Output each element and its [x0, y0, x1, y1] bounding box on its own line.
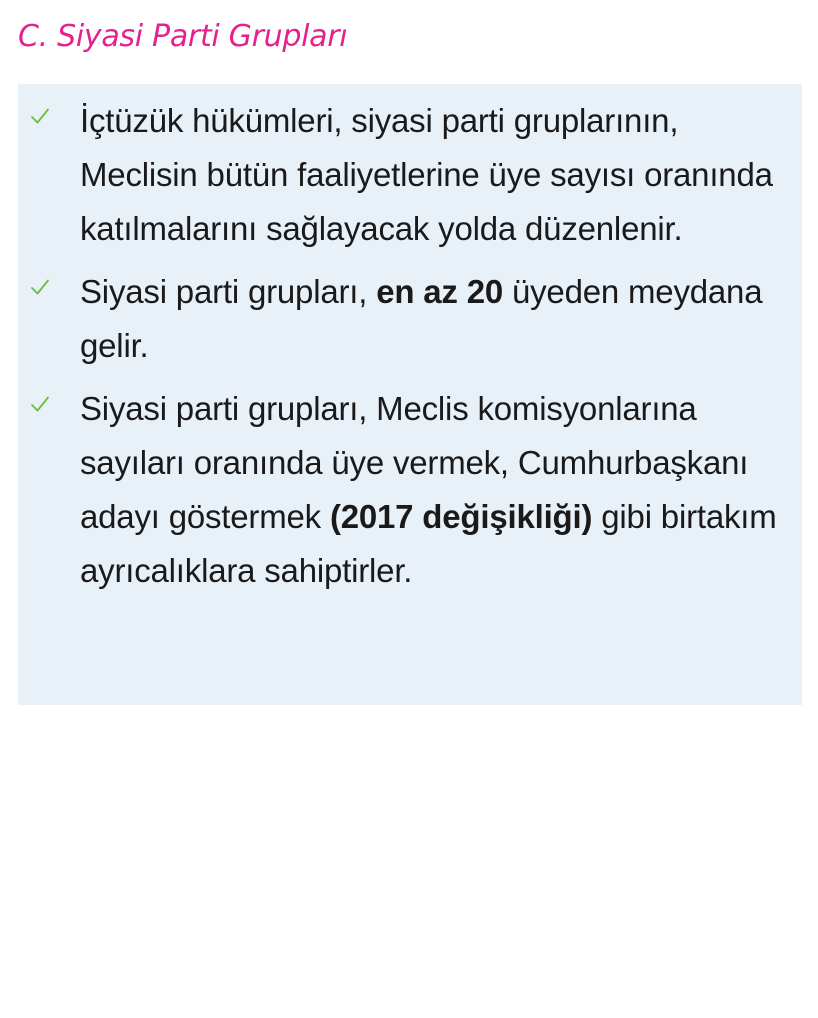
item-text: İçtüzük hükümleri, siyasi parti gruplarının, Meclisin bütün faaliyetlerine üye sayısı oranında katılmalarını sağlayacak yolda düzenlenir.	[80, 102, 773, 247]
emphasis-text: (2017 değişikliği)	[329, 498, 593, 535]
item-text: üyeden meydana gelir.	[80, 273, 763, 364]
list-item-text	[80, 265, 796, 373]
item-text: gibi birtakım ayrıcalıklara sahiptirler.	[80, 498, 777, 589]
item-text: Siyasi parti grupları, Meclis komisyonlarına sayıları oranında üye vermek, Cumhurbaşkanı adayı göstermek	[80, 390, 749, 535]
list-item	[18, 94, 802, 256]
check-icon	[30, 106, 50, 126]
emphasis-text: en az 20	[376, 273, 503, 310]
check-icon	[30, 277, 50, 297]
info-panel	[18, 84, 802, 705]
list-item	[18, 382, 802, 598]
list-item	[18, 265, 802, 373]
list-item-text	[80, 94, 796, 256]
list-item-text	[80, 382, 796, 598]
item-text: Siyasi parti grupları,	[80, 273, 368, 310]
check-icon	[30, 394, 50, 414]
section-heading: C. Siyasi Parti Grupları	[18, 19, 348, 54]
